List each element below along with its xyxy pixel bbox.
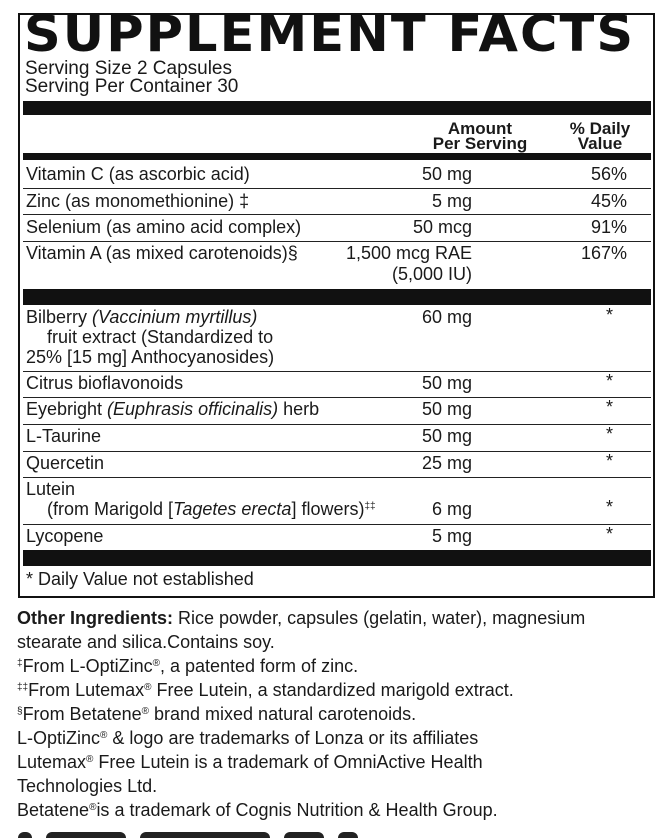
trademark-tail: & logo are trademarks of Lonza or its affiliates: [107, 728, 479, 748]
ingredient-dv: *: [605, 497, 613, 517]
row-divider: [23, 424, 651, 425]
betatene-note-tail: brand mixed natural carotenoids.: [149, 704, 417, 724]
nutrient-amount: 1,500 mcg RAE: [345, 243, 472, 263]
footnote-marker: §: [17, 706, 23, 717]
registered-mark: ®: [141, 706, 149, 717]
ingredient-detail: fruit extract (Standardized to: [47, 327, 274, 347]
amount-header: [400, 121, 560, 151]
lutemax-trademark: [17, 750, 657, 774]
servings-per-container: Serving Per Container 30: [25, 76, 239, 97]
ingredient-amount: 50 mg: [421, 373, 472, 393]
amount-header-line1: Amount: [447, 119, 513, 138]
ingredient-dv: *: [605, 305, 613, 325]
footnote-marker: ‡‡: [364, 501, 376, 512]
ingredient-name: Citrus bioflavonoids: [26, 373, 184, 393]
row-divider: [23, 524, 651, 525]
ingredient-dv: *: [605, 371, 613, 391]
betatene-note-text: From Betatene: [22, 704, 142, 724]
zinc-note-text: From L-OptiZinc: [22, 656, 153, 676]
betatene-note: [17, 702, 657, 726]
row-divider: [23, 214, 651, 215]
header-divider: [23, 153, 651, 160]
section-divider: [23, 289, 651, 305]
ingredient-name: Quercetin: [26, 453, 105, 473]
ingredient-amount: 60 mg: [421, 307, 472, 327]
label-notes: [17, 606, 657, 822]
thick-divider: [23, 101, 651, 115]
lutein-note: [17, 678, 657, 702]
row-divider: [23, 241, 651, 242]
nutrient-dv: 91%: [590, 217, 627, 237]
panel-title: SUPPLEMENT FACTS: [24, 5, 636, 63]
amount-header-line2: Per Serving: [432, 134, 528, 153]
other-ingredients-text: Rice powder, capsules (gelatin, water), magnesium: [173, 608, 586, 628]
footnote-marker: ‡‡: [17, 682, 29, 693]
lutein-note-text: From Lutemax: [28, 680, 145, 700]
ingredient-name-text: Bilberry: [26, 307, 93, 327]
nutrient-dv: 167%: [580, 243, 627, 263]
latin-name: Tagetes erecta: [173, 499, 292, 519]
ingredient-name: L-Taurine: [26, 426, 102, 446]
nutrient-name: Zinc (as monomethionine) ‡: [26, 191, 250, 211]
ingredient-name-tail: herb: [278, 399, 320, 419]
ingredient-name: [26, 307, 257, 327]
ingredient-amount: 50 mg: [421, 426, 472, 446]
nutrient-name: Vitamin A (as mixed carotenoids)§: [26, 243, 298, 263]
other-ingredients-line1: [17, 606, 657, 630]
supplement-facts-panel: [18, 5, 655, 598]
row-divider: [23, 397, 651, 398]
footnote-marker: ‡: [17, 658, 23, 669]
optizinc-trademark: [17, 726, 657, 750]
nutrient-amount: 5 mg: [431, 191, 472, 211]
ingredient-detail-text: (from Marigold [: [47, 499, 174, 519]
nutrient-dv: 56%: [590, 164, 627, 184]
nutrient-amount: 50 mg: [421, 164, 472, 184]
ingredient-name: Lycopene: [26, 526, 104, 546]
row-divider: [23, 477, 651, 478]
lutemax-trademark-cont: Technologies Ltd.: [17, 776, 158, 796]
row-divider: [23, 371, 651, 372]
ingredient-dv: *: [605, 451, 613, 471]
latin-name: (Euphrasis officinalis): [107, 399, 279, 419]
ingredient-dv: *: [605, 524, 613, 544]
other-ingredients-label: Other Ingredients:: [17, 608, 174, 628]
bottom-divider: [23, 550, 651, 566]
ingredient-amount: 6 mg: [431, 499, 472, 519]
trademark-text: Betatene: [17, 800, 90, 820]
other-ingredients-line2: stearate and silica.Contains soy.: [17, 632, 275, 652]
dv-header-line2: Value: [577, 134, 623, 153]
dv-header-line1: % Daily: [569, 119, 631, 138]
ingredient-detail: 25% [15 mg] Anthocyanosides): [26, 347, 275, 367]
ingredient-name: Lutein: [26, 479, 76, 499]
betatene-trademark: [17, 798, 657, 822]
latin-name: (Vaccinium myrtillus): [92, 307, 258, 327]
nutrient-amount-iu: (5,000 IU): [391, 264, 472, 284]
serving-size: Serving Size 2 Capsules: [25, 58, 232, 79]
registered-mark: ®: [86, 754, 94, 765]
nutrient-name: Vitamin C (as ascorbic acid): [26, 164, 250, 184]
zinc-note: [17, 654, 657, 678]
ingredient-amount: 25 mg: [421, 453, 472, 473]
nutrient-dv: 45%: [590, 191, 627, 211]
cropped-text-fragment: [18, 826, 658, 838]
registered-mark: ®: [152, 658, 160, 669]
nutrient-name: Selenium (as amino acid complex): [26, 217, 302, 237]
daily-value-header: [550, 121, 650, 151]
ingredient-detail: [47, 499, 376, 519]
trademark-tail: is a trademark of Cognis Nutrition & Health Group.: [96, 800, 498, 820]
ingredient-dv: *: [605, 397, 613, 417]
registered-mark: ®: [100, 730, 108, 741]
ingredient-amount: 50 mg: [421, 399, 472, 419]
zinc-note-tail: , a patented form of zinc.: [159, 656, 359, 676]
registered-mark: ®: [89, 802, 97, 813]
ingredient-detail-tail: ] flowers): [291, 499, 365, 519]
row-divider: [23, 188, 651, 189]
row-divider: [23, 451, 651, 452]
trademark-text: Lutemax: [17, 752, 87, 772]
trademark-tail: Free Lutein is a trademark of OmniActive Health: [93, 752, 483, 772]
trademark-text: L-OptiZinc: [17, 728, 101, 748]
registered-mark: ®: [144, 682, 152, 693]
ingredient-name: [26, 399, 319, 419]
ingredient-dv: *: [605, 424, 613, 444]
ingredient-amount: 5 mg: [431, 526, 472, 546]
lutein-note-tail: Free Lutein, a standardized marigold extract.: [151, 680, 514, 700]
nutrient-amount: 50 mcg: [412, 217, 472, 237]
ingredient-name-text: Eyebright: [26, 399, 108, 419]
daily-value-footnote: * Daily Value not established: [26, 569, 254, 589]
